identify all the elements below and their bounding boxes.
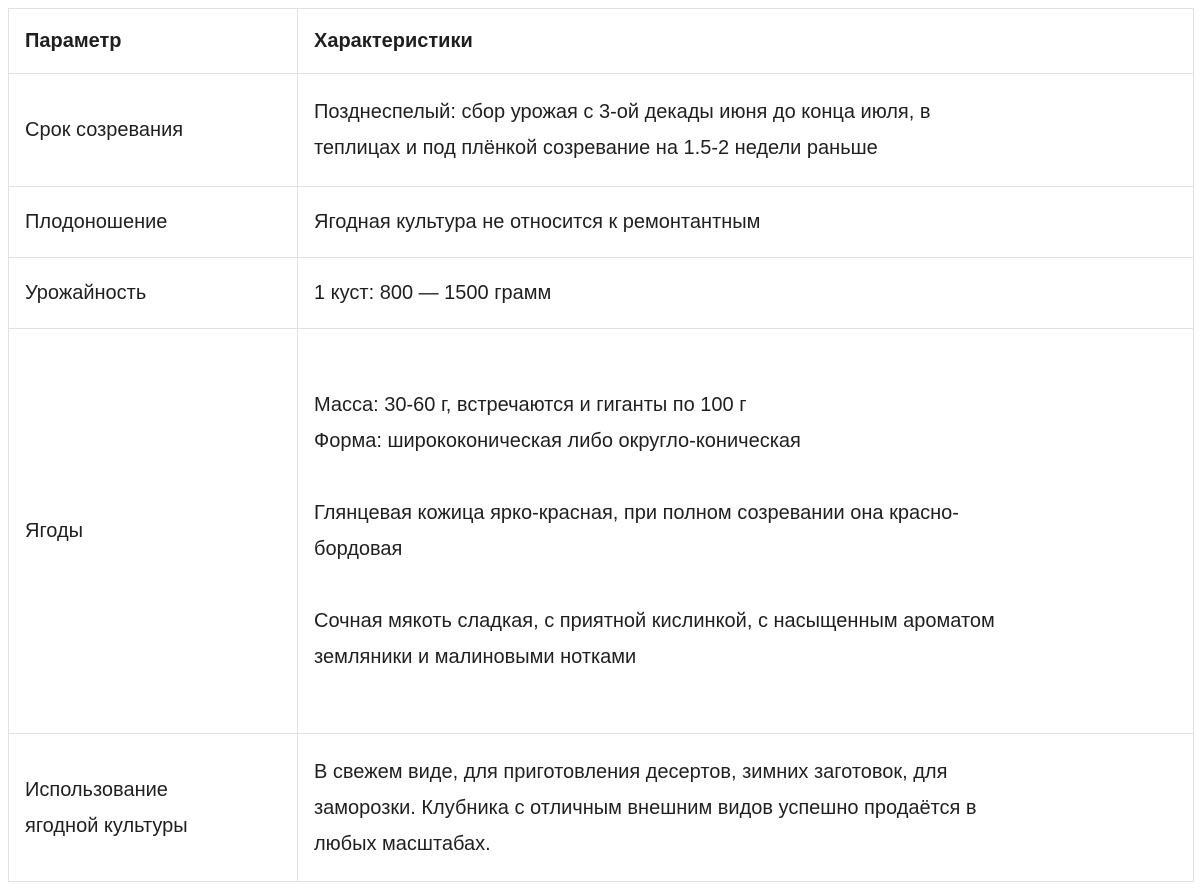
table-row: [9, 258, 1194, 329]
value-cell: [298, 74, 1194, 187]
value-line: Позднеспелый: сбор урожая с 3-ой декады июня до конца июля, в: [314, 101, 931, 123]
value-line: 1 куст: 800 — 1500 грамм: [314, 282, 552, 304]
param-cell: Срок созревания: [9, 74, 298, 187]
table-row: [9, 329, 1194, 734]
value-cell: [298, 329, 1194, 734]
value-line: любых масштабах.: [314, 832, 491, 855]
table-row: [9, 734, 1194, 882]
header-parameter: Параметр: [9, 9, 298, 74]
table-row: [9, 187, 1194, 258]
table-header-row: [9, 9, 1194, 74]
value-line: Масса: 30-60 г, встречаются и гиганты по 100 г: [314, 394, 747, 416]
param-cell: Плодоношение: [9, 187, 298, 258]
value-line: теплицах и под плёнкой созревание на 1.5-2 недели раньше: [314, 137, 878, 159]
value-line: заморозки. Клубника с отличным внешним видов успешно продаётся в: [314, 796, 977, 819]
value-line: Ягодная культура не относится к ремонтантным: [314, 211, 761, 233]
value-line: Глянцевая кожица ярко-красная, при полном созревании она красно-: [314, 502, 959, 524]
value-cell: [298, 734, 1194, 882]
value-cell: [298, 258, 1194, 329]
table-row: [9, 74, 1194, 187]
value-line: Сочная мякоть сладкая, с приятной кислинкой, с насыщенным ароматом: [314, 610, 995, 632]
value-line: земляники и малиновыми нотками: [314, 646, 637, 668]
value-line: Форма: ширококоническая либо округло-коническая: [314, 430, 801, 452]
param-line: ягодной культуры: [25, 814, 188, 837]
value-line: бордовая: [314, 538, 403, 560]
characteristics-table: [8, 8, 1194, 882]
param-cell: Ягоды: [9, 329, 298, 734]
param-cell: Урожайность: [9, 258, 298, 329]
header-characteristics: Характеристики: [298, 9, 1194, 74]
param-line: Использование: [25, 778, 168, 801]
value-cell: [298, 187, 1194, 258]
value-line: В свежем виде, для приготовления десертов, зимних заготовок, для: [314, 760, 948, 783]
param-cell: [9, 734, 298, 882]
